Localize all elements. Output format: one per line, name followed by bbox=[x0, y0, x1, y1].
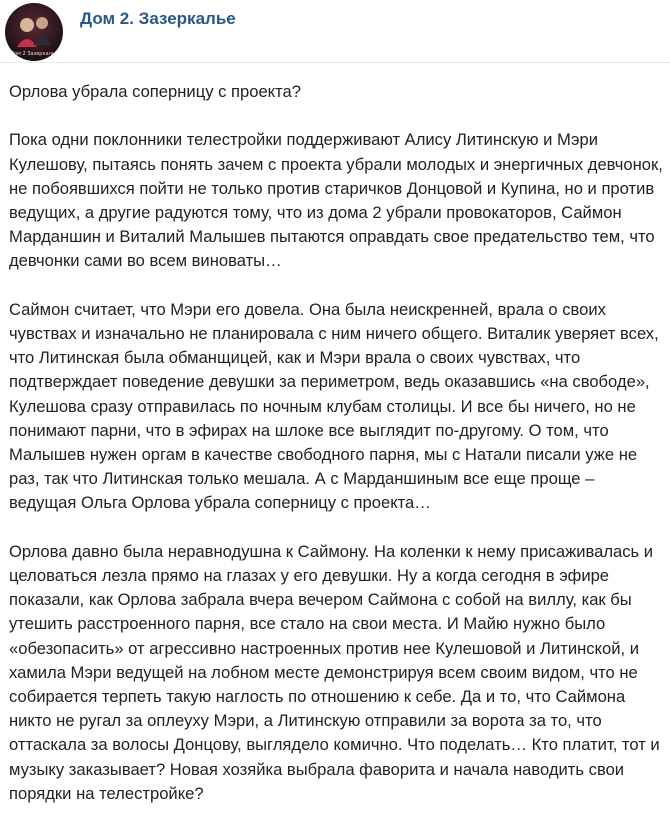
avatar-caption: Дом 2 Зазеркалье bbox=[10, 51, 58, 57]
post-text bbox=[9, 80, 665, 830]
post-paragraph: Орлова давно была неравнодушна к Саймону. На коленки к нему присаживалась и целоваться лезла прямо на глазах у его девушки. Ну а когда сегодня в эфире показали, как Орлова забрала вчера вечером Саймона с собой на виллу, как бы утешить расстроенного парня, все стало на свои места. И Майю нужно было «обезопасить» от агрессивно настроенных против нее Кулешовой и Литинской, и хамила Мэри ведущей на лобном месте демонстрируя всем своим видом, что не собирается терпеть такую наглость по отношению к себе. Да и то, что Саймона никто не ругал за оплеуху Мэри, а Литинскую отправили за ворота за то, что оттаскала за волосы Донцову, выглядело комично. Что поделать… Кто платит, тот и музыку заказывает? Новая хозяйка выбрала фаворита и начала наводить свои порядки на телестройке? bbox=[9, 541, 660, 803]
post-header bbox=[0, 0, 670, 63]
group-name-link[interactable]: Дом 2. Зазеркалье bbox=[80, 9, 236, 28]
post-paragraph: Пока одни поклонники телестройки поддерживают Алису Литинскую и Мэри Кулешову, пытаясь понять зачем с проекта убрали молодых и энергичных девчонок, не побоявшихся пойти не только против старичков Донцовой и Купина, но и против ведущих, а другие радуются тому, что из дома 2 убрали провокаторов, Саймон Марданшин и Виталий Малышев пытаются оправдать свое предательство тем, что девчонки сами во всем виноваты… bbox=[9, 130, 663, 271]
group-avatar-icon[interactable] bbox=[5, 3, 63, 61]
post-paragraph: Саймон считает, что Мэри его довела. Она была неискренней, врала о своих чувствах и изначально не планировала с ним ничего общего. Виталик уверяет всех, что Литинская была обманщицей, как и Мэри врала о своих чувствах, что подтверждает поведение девушки за периметром, ведь оказавшись «на свободе», Кулешова сразу отправилась по ночным клубам столицы. И все бы ничего, но не понимают парни, что в эфирах на шлоке все выглядит по-другому. О том, что Малышев нужен оргам в качестве свободного парня, мы с Натали писали уже не раз, так что Литинская только мешала. А с Марданшиным все еще проще – ведущая Ольга Орлова убрала соперницу с проекта… bbox=[9, 299, 659, 513]
post-headline: Орлова убрала соперницу с проекта? bbox=[9, 82, 301, 101]
